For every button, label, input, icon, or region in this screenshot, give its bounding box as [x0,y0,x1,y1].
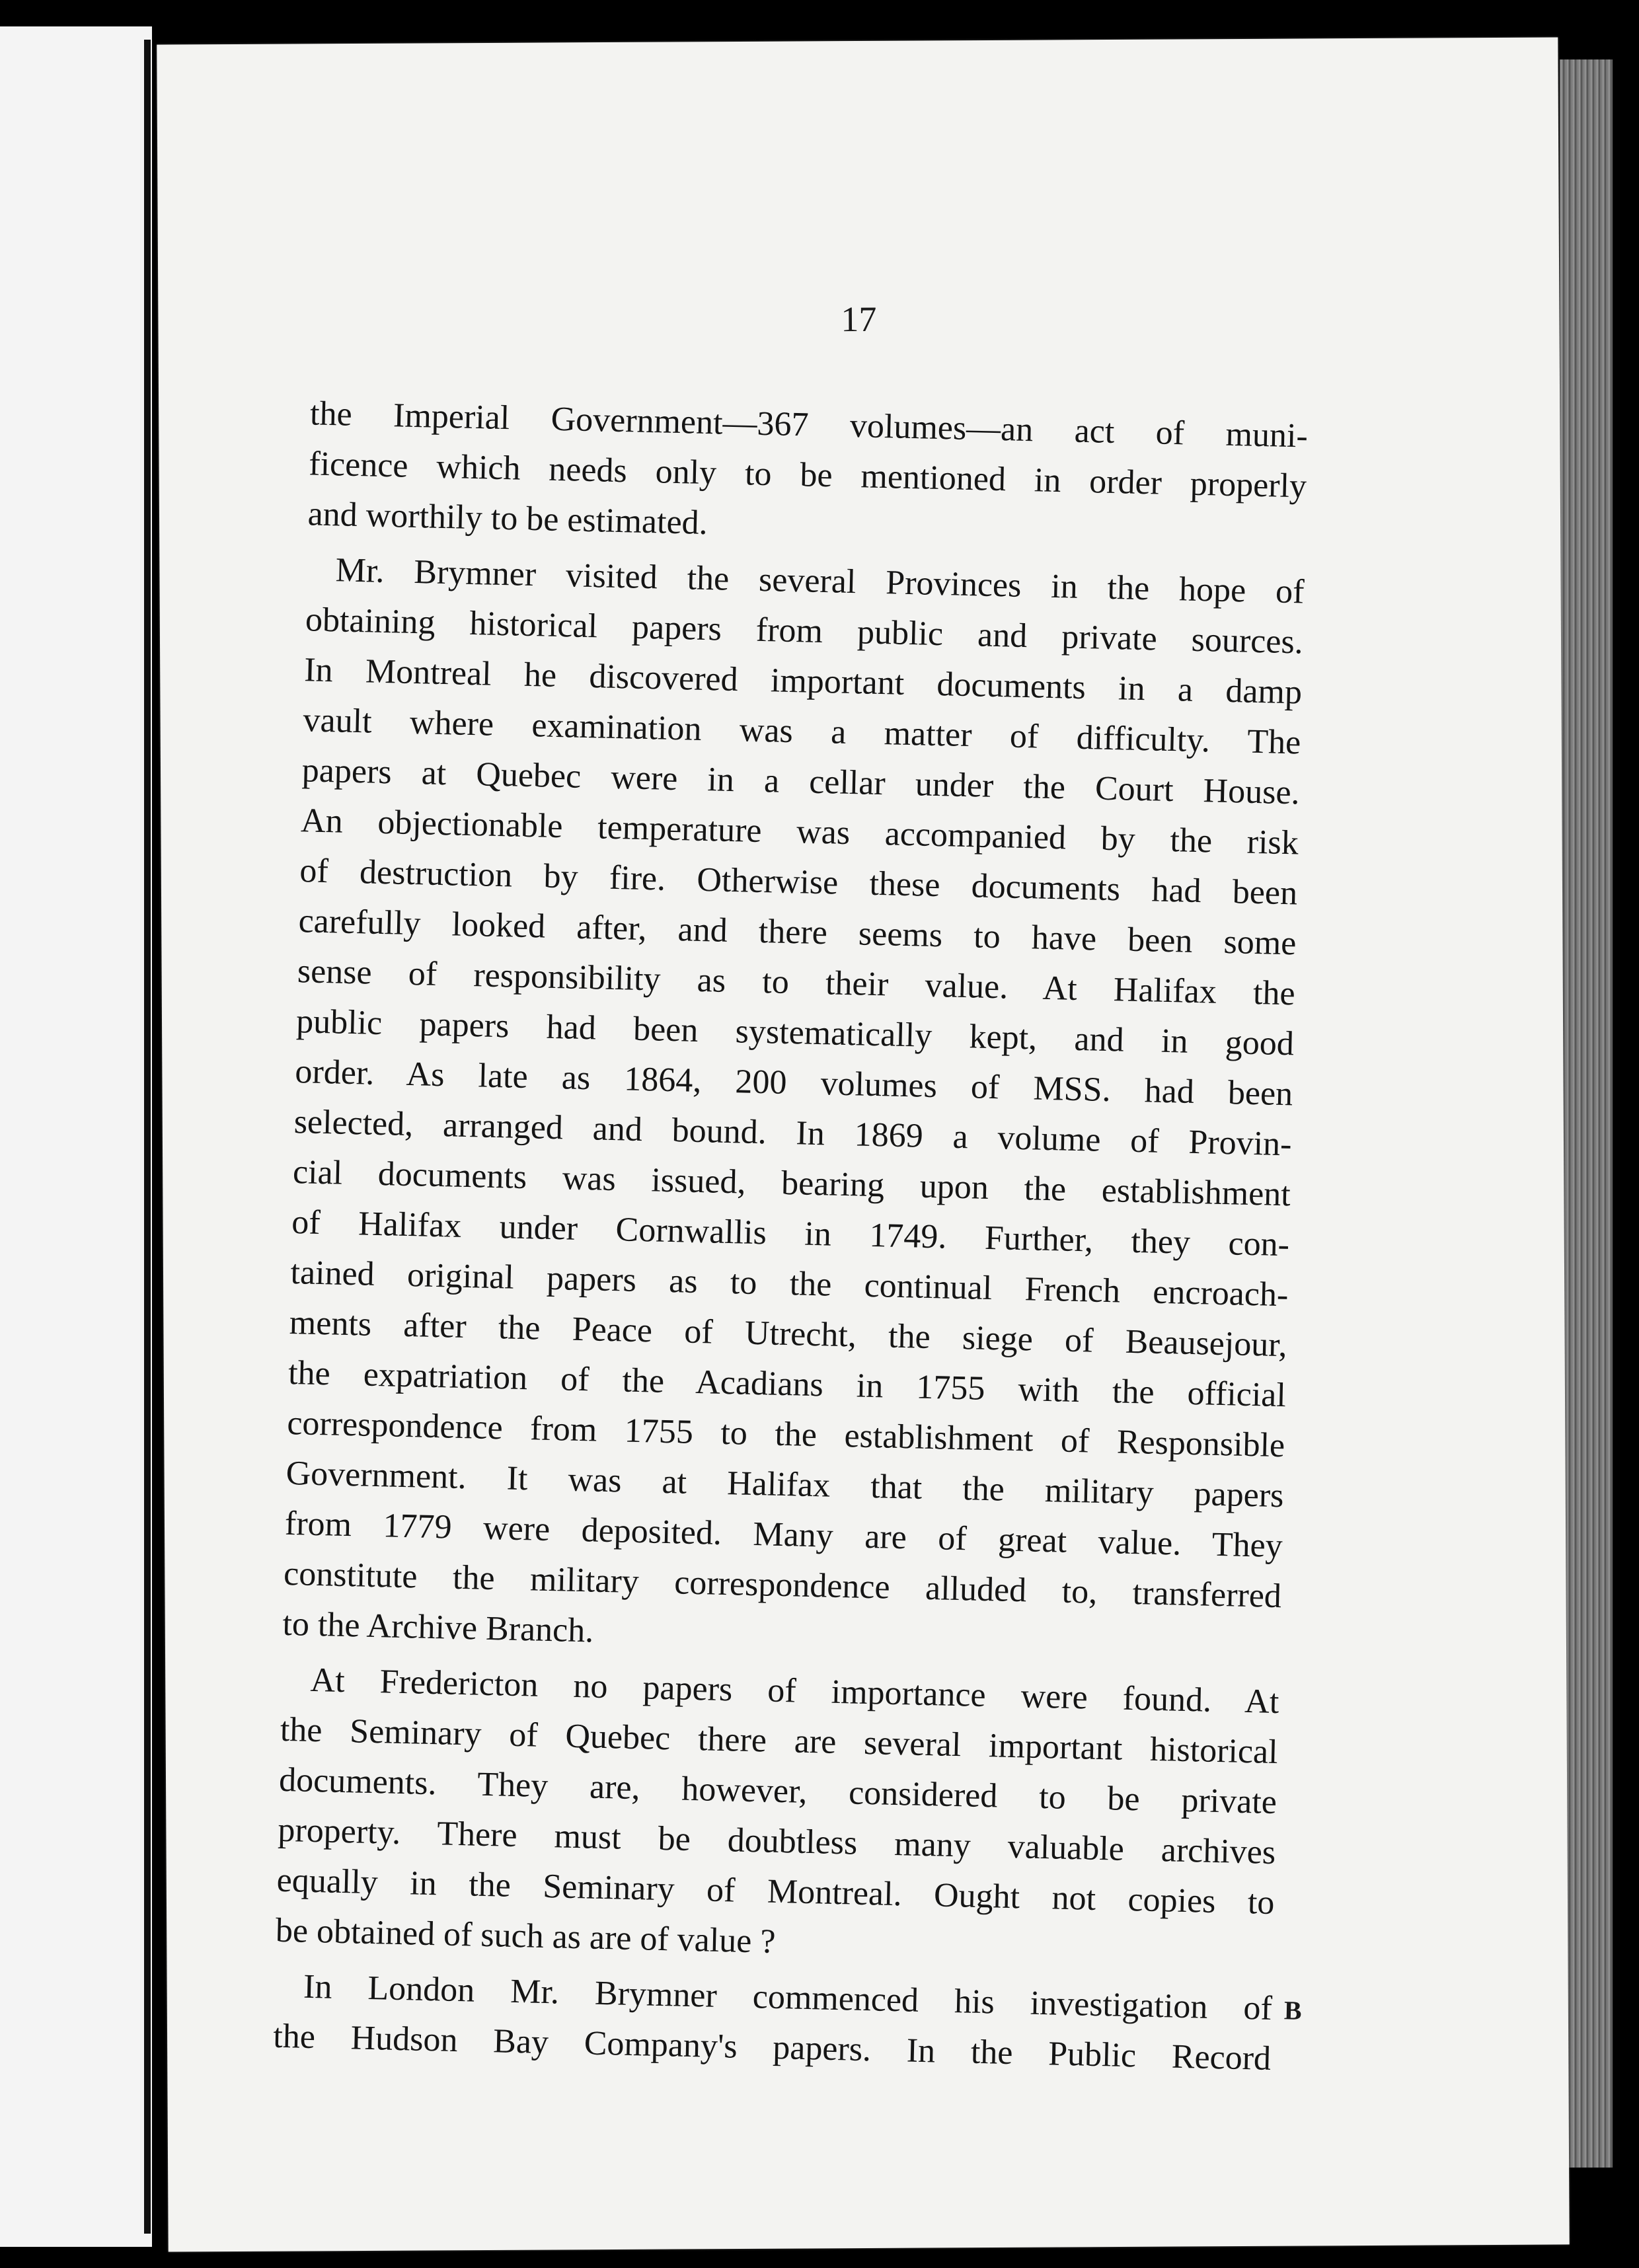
text-line: tained original papers as to the continual French encroach- [290,1254,1289,1314]
text-line: constitute the military correspondence alluded to, transferred [283,1554,1282,1616]
text-line: cial documents was issued, bearing upon the establishment [292,1153,1291,1214]
text-line: equally in the Seminary of Montreal. Ought not copies to [276,1861,1276,1922]
paragraph-1 [307,389,1309,562]
text-line: vault where examination was a matter of difficulty. The [302,701,1301,762]
text-line: public papers had been systematically kept, and in good [295,1002,1295,1063]
text-line: the expatriation of the Acadians in 1755 with the official [287,1353,1287,1415]
page-number: 17 [841,299,877,340]
text-line: selected, arranged and bound. In 1869 a volume of Provin- [293,1103,1293,1164]
text-line: At Fredericton no papers of importance were found. At [310,1661,1279,1721]
text-line: of destruction by fire. Otherwise these documents had been [299,852,1298,913]
text-line: Government. It was at Halifax that the military papers [286,1454,1285,1515]
body-text [273,389,1309,2084]
paragraph-2 [282,545,1305,1672]
text-line: ments after the Peace of Utrecht, the siege of Beausejour, [289,1304,1288,1365]
facing-page-edge [0,26,152,2247]
book-gutter [144,40,151,2234]
text-line: be obtained of such as are of value ? [275,1911,777,1961]
text-line: obtaining historical papers from public and private sources. [305,601,1304,662]
text-line: An objectionable temperature was accompanied by the risk [300,802,1299,862]
paragraph-3 [275,1655,1279,1979]
text-line: documents. They are, however, considered to be private [278,1760,1277,1822]
signature-mark: B [1283,1995,1303,2025]
text-line: In London Mr. Brymner commenced his investigation of [303,1967,1273,2027]
text-line: from 1779 were deposited. Many are of great value. They [284,1504,1283,1566]
text-line: sense of responsibility as to their value. At Halifax the [297,952,1296,1013]
text-line: papers at Quebec were in a cellar under the Court House. [301,751,1301,812]
paragraph-4 [273,1961,1273,2084]
text-line: order. As late as 1864, 200 volumes of MSS. had been [294,1053,1293,1114]
text-line: correspondence from 1755 to the establishment of Responsible [286,1404,1285,1465]
text-line: the Seminary of Quebec there are several important historical [280,1710,1279,1772]
text-line: and worthily to be estimated. [307,495,708,543]
text-line: of Halifax under Cornwallis in 1749. Further, they con- [291,1203,1290,1264]
text-line: the Imperial Government—367 volumes—an act of muni- [309,395,1309,455]
text-line: In Montreal he discovered important documents in a damp [303,651,1303,712]
page-stack-edge [1560,59,1613,2168]
text-line: ficence which needs only to be mentioned in order properly [308,445,1307,506]
text-line: property. There must be doubtless many valuable archives [277,1811,1276,1872]
text-line: carefully looked after, and there seems to have been some [298,902,1297,963]
book-page [157,37,1569,2251]
text-line: the Hudson Bay Company's papers. In the Public Record [272,2017,1272,2078]
text-line: to the Archive Branch. [282,1605,594,1650]
text-line: Mr. Brymner visited the several Provinces in the hope of [335,551,1305,611]
